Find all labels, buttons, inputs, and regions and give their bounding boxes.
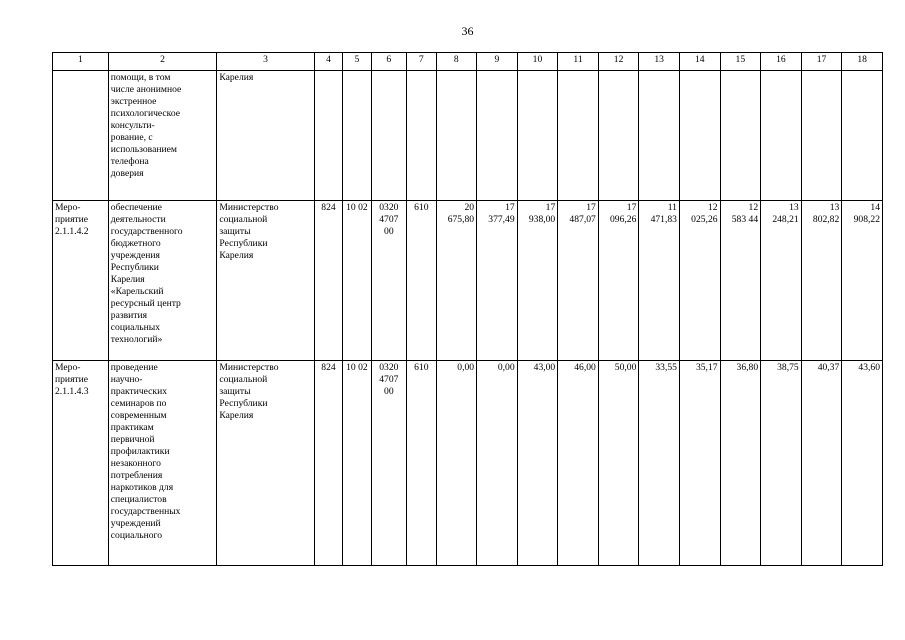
amount-cell-line: 13 [789,202,799,213]
column-number: 13 [639,53,680,71]
target-article-cell [371,361,407,566]
target-article-cell-line: 0320 [379,362,399,373]
amount-cell [477,201,518,361]
grbs-cell [314,71,342,201]
event-description-cell-line: психологическое [110,108,181,119]
amount-cell-line: 14 [870,202,880,213]
event-description-cell-line: проведение [110,362,158,373]
amount-cell-line: 12 [748,202,759,213]
amount-cell-line: 0,00 [457,362,475,373]
event-description-cell-line: консульти- [110,120,155,131]
event-name-cell-line: приятие [55,374,89,385]
executor-cell-line: Министерство [219,362,279,373]
amount-cell-line: 35,17 [695,362,718,373]
target-article-cell-line: 00 [384,226,394,237]
amount-cell-line: 12 [707,202,718,213]
amount-cell [679,361,720,566]
column-number: 2 [108,53,217,71]
budget-table [52,52,883,566]
amount-cell [477,71,518,201]
amount-cell [558,71,599,201]
target-article-cell-line: 0320 [379,202,399,213]
event-name-cell [53,361,109,566]
column-number: 8 [436,53,477,71]
amount-cell-line: 248,21 [772,214,799,225]
amount-cell [639,71,680,201]
amount-cell-line: 377,49 [488,214,515,225]
event-description-cell-line: специалистов [110,494,167,505]
event-description-cell-line: телефона [110,156,149,167]
event-description-cell-line: развития [110,310,148,321]
page-number: 36 [461,24,474,38]
target-article-cell-line: 4707 [379,374,399,385]
section-cell: 10 02 [343,201,371,361]
amount-cell-line: 43,60 [858,362,880,373]
amount-cell [436,361,477,566]
event-description-cell [108,71,217,201]
column-number-row [53,53,883,71]
amount-cell [761,361,802,566]
expense-type-cell [407,71,436,201]
column-number: 9 [477,53,518,71]
amount-cell-line: 802,82 [812,214,840,225]
table-body [53,71,883,566]
event-name-cell-line: 2.1.1.4.2 [55,226,89,237]
table-row [53,201,883,361]
event-name-cell-line: Меро- [55,202,81,213]
executor-cell-line: социальной [219,374,268,385]
table-row [53,71,883,201]
amount-cell-line: 11 [667,202,677,213]
section-cell: 10 02 [343,361,371,566]
amount-cell-line: 17 [586,202,596,213]
amount-cell-line: 17 [545,202,556,213]
amount-cell-line: 025,26 [691,214,718,225]
amount-cell-line: 43,00 [533,362,556,373]
amount-cell [720,201,761,361]
amount-cell-line: 13 [829,202,840,213]
amount-cell [436,71,477,201]
amount-cell-line: 50,00 [614,362,637,373]
event-description-cell-line: практикам [110,422,154,433]
event-description-cell-line: незаконного [110,458,161,469]
amount-cell-line: 487,07 [569,214,596,225]
event-name-cell [53,201,109,361]
event-description-cell [108,201,217,361]
amount-cell-line: 675,80 [447,214,475,225]
executor-cell [217,201,314,361]
amount-cell-line: 583 44 [731,214,759,225]
event-description-cell-line: помощи, в том [110,72,171,83]
amount-cell [598,71,639,201]
executor-cell-line: социальной [219,214,268,225]
column-number: 10 [517,53,558,71]
amount-cell [517,71,558,201]
amount-cell [801,201,842,361]
amount-cell-line: 33,55 [655,362,677,373]
executor-cell [217,361,314,566]
event-description-cell-line: современным [110,410,167,421]
executor-cell [217,71,314,201]
event-name-cell [53,71,109,201]
amount-cell-line: 0,00 [497,362,515,373]
event-name-cell-line: приятие [55,214,89,225]
amount-cell [598,361,639,566]
amount-cell [517,361,558,566]
column-number: 7 [407,53,436,71]
event-description-cell-line: учреждений [110,518,161,529]
amount-cell [761,71,802,201]
event-description-cell-line: деятельности [110,214,166,225]
executor-cell-line: Министерство [219,202,279,213]
column-number: 12 [598,53,639,71]
executor-cell-line: защиты [219,226,251,237]
event-name-cell-line: Меро- [55,362,81,373]
executor-cell-line: Карелия [219,250,254,261]
event-description-cell-line: рование, с [110,132,153,143]
amount-cell [801,71,842,201]
amount-cell [679,201,720,361]
grbs-cell: 824 [314,201,342,361]
amount-cell [842,201,883,361]
event-description-cell-line: научно- [110,374,143,385]
column-number: 3 [217,53,314,71]
event-description-cell-line: бюджетного [110,238,161,249]
column-number: 4 [314,53,342,71]
column-number: 5 [343,53,371,71]
amount-cell [842,361,883,566]
event-description-cell-line: государственных [110,506,181,517]
column-number: 18 [842,53,883,71]
event-description-cell-line: потребления [110,470,163,481]
amount-cell-line: 17 [505,202,515,213]
amount-cell [639,361,680,566]
event-description-cell-line: социальных [110,322,161,333]
column-number: 11 [558,53,599,71]
event-description-cell [108,361,217,566]
event-description-cell-line: практических [110,386,168,397]
event-description-cell-line: первичной [110,434,155,445]
amount-cell-line: 46,00 [574,362,596,373]
event-description-cell-line: технологий» [110,334,163,345]
amount-cell-line: 096,26 [610,214,637,225]
executor-cell-line: Карелия [219,72,254,83]
grbs-cell: 824 [314,361,342,566]
column-number: 6 [371,53,407,71]
amount-cell [558,201,599,361]
target-article-cell [371,71,407,201]
table-row [53,361,883,566]
amount-cell [842,71,883,201]
amount-cell [639,201,680,361]
event-description-cell-line: ресурсный центр [110,298,181,309]
event-name-cell-line: 2.1.1.4.3 [55,386,89,397]
amount-cell [720,361,761,566]
section-cell [343,71,371,201]
amount-cell [679,71,720,201]
expense-type-cell: 610 [407,201,436,361]
event-description-cell-line: числе анонимное [110,84,182,95]
amount-cell-line: 17 [626,202,637,213]
event-description-cell-line: семинаров по [110,398,167,409]
event-description-cell-line: Республики [110,262,159,273]
amount-cell [761,201,802,361]
event-description-cell-line: социального [110,530,163,541]
expense-type-cell: 610 [407,361,436,566]
amount-cell-line: 36,80 [736,362,759,373]
amount-cell [598,201,639,361]
event-description-cell-line: обеспечение [110,202,162,213]
event-description-cell-line: учреждения [110,250,160,261]
amount-cell-line: 908,22 [853,214,880,225]
column-number: 16 [761,53,802,71]
amount-cell [517,201,558,361]
event-description-cell-line: экстренное [110,96,157,107]
event-description-cell-line: доверия [110,168,144,179]
amount-cell-line: 471,83 [650,214,677,225]
target-article-cell-line: 4707 [379,214,399,225]
executor-cell-line: Карелия [219,410,254,421]
column-number: 1 [53,53,109,71]
executor-cell-line: Республики [219,238,268,249]
executor-cell-line: Республики [219,398,268,409]
event-description-cell-line: использованием [110,144,177,155]
amount-cell [558,361,599,566]
event-description-cell-line: профилактики [110,446,170,457]
event-description-cell-line: «Карельский [110,286,164,297]
event-description-cell-line: государственного [110,226,183,237]
column-number: 17 [801,53,842,71]
column-number: 14 [679,53,720,71]
amount-cell [720,71,761,201]
amount-cell [477,361,518,566]
amount-cell-line: 20 [464,202,475,213]
column-number: 15 [720,53,761,71]
executor-cell-line: защиты [219,386,251,397]
amount-cell-line: 938,00 [528,214,556,225]
amount-cell [436,201,477,361]
target-article-cell [371,201,407,361]
event-description-cell-line: Карелия [110,274,145,285]
amount-cell-line: 40,37 [817,362,840,373]
event-description-cell-line: наркотиков для [110,482,174,493]
amount-cell [801,361,842,566]
amount-cell-line: 38,75 [777,362,799,373]
target-article-cell-line: 00 [384,386,394,397]
